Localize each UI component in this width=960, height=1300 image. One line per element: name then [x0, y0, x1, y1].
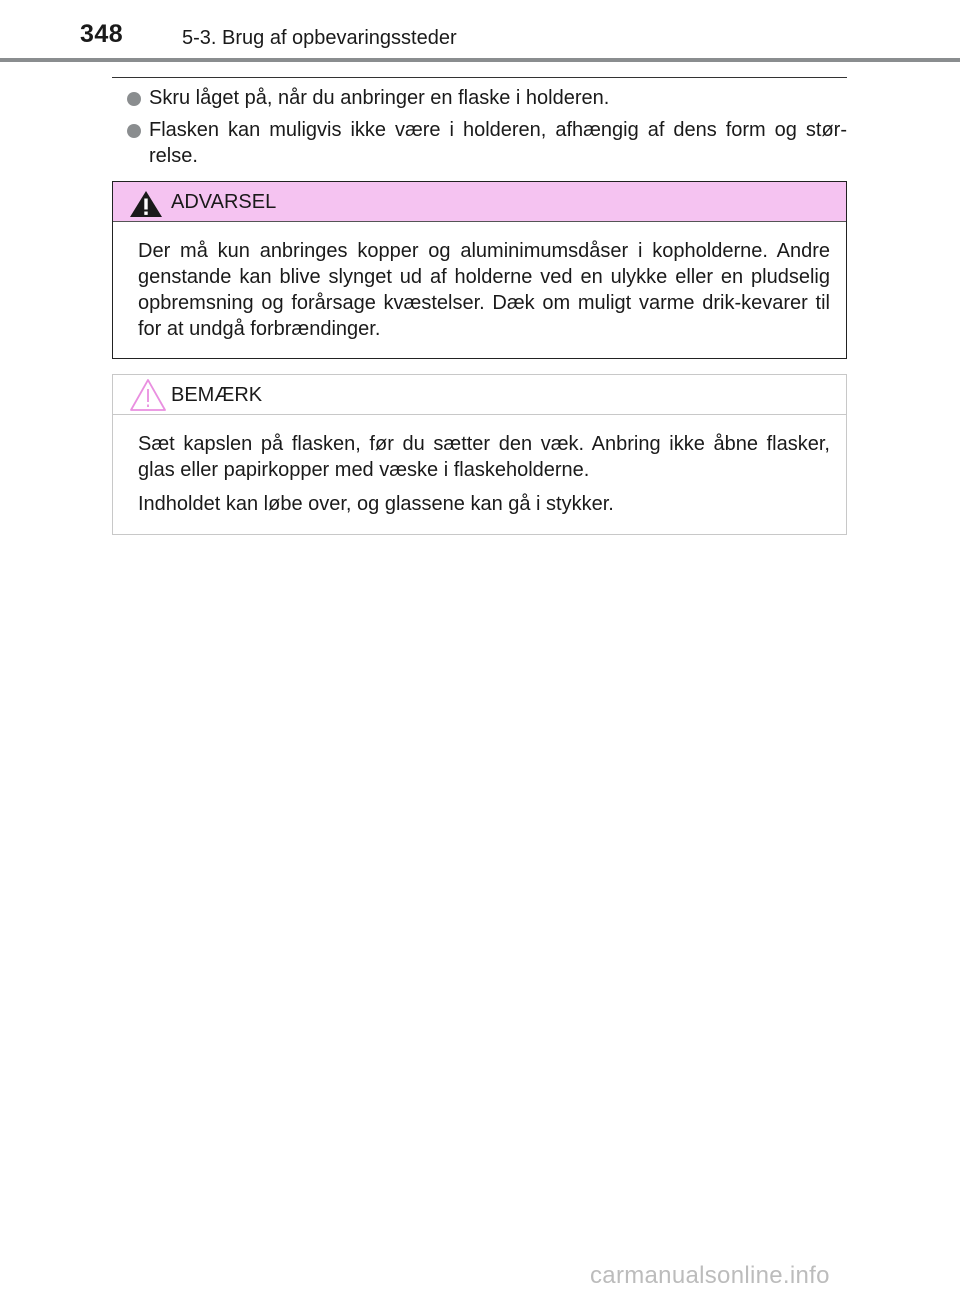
- warning-box: [112, 181, 847, 359]
- page-number: 348: [80, 20, 124, 48]
- notice-title: BEMÆRK: [171, 384, 263, 406]
- bullet-list: [112, 85, 847, 175]
- notice-paragraph: Indholdet kan løbe over, og glassene kan gå i stykker.: [138, 493, 614, 515]
- content-top-rule: [112, 77, 847, 78]
- notice-header: [113, 375, 846, 415]
- warning-triangle-icon: [129, 190, 163, 218]
- page-header: [0, 0, 960, 62]
- header-rule: [0, 58, 960, 62]
- notice-paragraph: Sæt kapslen på flasken, før du sætter den væk. Anbring ikke åbne flasker, glas eller papirkopper med væske i flaskeholderne.: [138, 433, 830, 481]
- bullet-icon: [127, 124, 141, 138]
- notice-body: [113, 415, 846, 517]
- warning-title: ADVARSEL: [171, 191, 277, 213]
- bullet-icon: [127, 92, 141, 106]
- bullet-item: [112, 117, 847, 169]
- bullet-item: [112, 85, 847, 111]
- notice-box: [112, 374, 847, 535]
- warning-text: Der må kun anbringes kopper og aluminimumsdåser i kopholderne. Andre genstande kan blive slynget ud af holderne ved en ulykke eller en pludselig opbremsning og forårsage kvæstelser. Dæk om muligt varme drik-kevarer til for at undgå forbrændinger.: [138, 240, 830, 340]
- caution-triangle-icon: [129, 378, 167, 412]
- warning-body: [113, 222, 846, 342]
- warning-header: [113, 182, 846, 222]
- watermark: carmanualsonline.info: [590, 1262, 830, 1289]
- section-title: 5-3. Brug af opbevaringssteder: [182, 27, 457, 49]
- bullet-text: Skru låget på, når du anbringer en flaske i holderen.: [149, 87, 610, 109]
- bullet-text: Flasken kan muligvis ikke være i holderen, afhængig af dens form og stør-relse.: [149, 119, 847, 167]
